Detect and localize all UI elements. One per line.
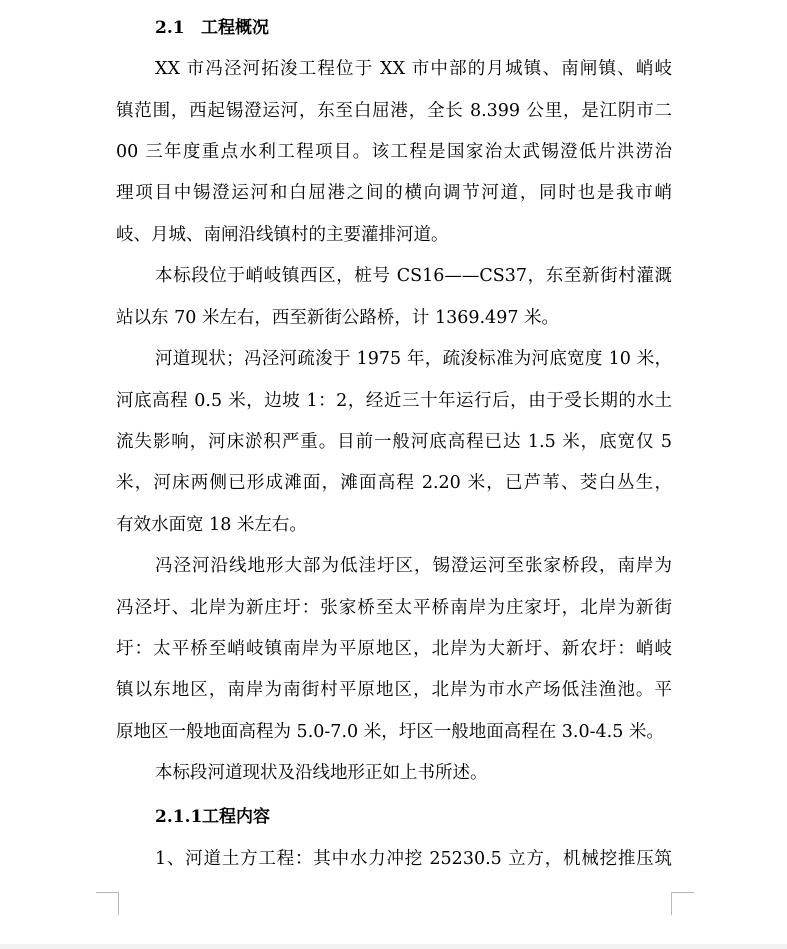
paragraph-line: 流失影响，河床淤积严重。目前一般河底高程已达 1.5 米，底宽仅 5 [116, 432, 672, 452]
paragraph-line: 岐、月城、南闸沿线镇村的主要灌排河道。 [116, 225, 449, 245]
subsection-number: 2.1.1 [155, 807, 203, 827]
paragraph-line: 原地区一般地面高程为 5.0-7.0 米，圩区一般地面高程在 3.0-4.5 米。 [116, 722, 664, 742]
paragraph-line: 有效水面宽 18 米左右。 [116, 515, 307, 535]
section-number: 2.1 [155, 18, 185, 38]
paragraph-line: 河道现状；冯泾河疏浚于 1975 年，疏浚标准为河底宽度 10 米， [155, 349, 672, 369]
paragraph-line: 米，河床两侧已形成滩面，滩面高程 2.20 米，已芦苇、茭白丛生， [116, 473, 672, 493]
paragraph-line: XX 市冯泾河拓浚工程位于 XX 市中部的月城镇、南闸镇、峭岐 [155, 59, 672, 79]
paragraph-line: 站以东 70 米左右，西至新街公路桥，计 1369.497 米。 [116, 308, 560, 328]
section-heading [155, 18, 269, 38]
paragraph-line: 冯泾河沿线地形大部为低洼圩区，锡澄运河至张家桥段，南岸为 [155, 556, 672, 576]
subsection-heading [155, 807, 270, 827]
paragraph-line: 理项目中锡澄运河和白屈港之间的横向调节河道，同时也是我市峭 [116, 183, 672, 203]
paragraph-line: 镇以东地区，南岸为南街村平原地区，北岸为市水产场低洼渔池。平 [116, 680, 672, 700]
page-gap [0, 944, 787, 949]
paragraph-line: 本标段河道现状及沿线地形正如上书所述。 [155, 763, 488, 783]
paragraph-line: 1、河道土方工程：其中水力冲挖 25230.5 立方，机械挖推压筑 [155, 849, 672, 869]
page-corner-mark-left [96, 892, 119, 915]
paragraph-line: 圩：太平桥至峭岐镇南岸为平原地区，北岸为大新圩、新农圩：峭岐 [116, 639, 672, 659]
paragraph-line: 镇范围，西起锡澄运河，东至白屈港，全长 8.399 公里，是江阴市二 [116, 101, 672, 121]
paragraph-line: 河底高程 0.5 米，边坡 1：2，经近三十年运行后，由于受长期的水土 [116, 391, 672, 411]
paragraph-line: 00 三年度重点水利工程项目。该工程是国家治太武锡澄低片洪涝治 [116, 142, 672, 162]
subsection-title: 工程内容 [202, 807, 270, 827]
paragraph-line: 冯泾圩、北岸为新庄圩：张家桥至太平桥南岸为庄家圩，北岸为新街 [116, 598, 672, 618]
section-title: 工程概况 [201, 18, 269, 38]
paragraph-line: 本标段位于峭岐镇西区，桩号 CS16——CS37，东至新街村灌溉 [155, 266, 672, 286]
page-corner-mark-right [671, 892, 694, 915]
